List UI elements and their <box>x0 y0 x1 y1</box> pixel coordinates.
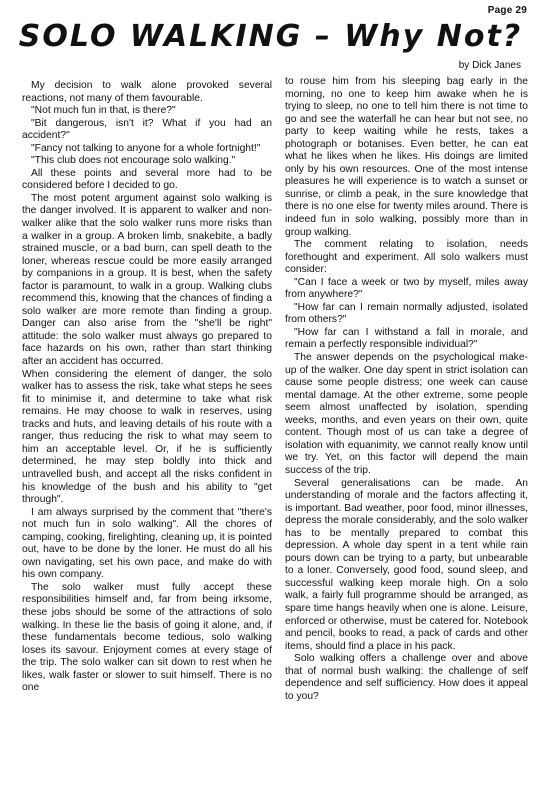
paragraph: Solo walking offers a challenge over and above that of normal bush walking: the challenge of self dependence and self sufficiency. How does it appeal to you? <box>285 653 528 702</box>
paragraph: "How far can I remain normally adjusted, isolated from others?" <box>285 301 528 326</box>
right-column <box>285 76 528 703</box>
paragraph: "How far can I withstand a fall in morale, and remain a perfectly responsible individual?" <box>285 326 528 351</box>
paragraph: "Fancy not talking to anyone for a whole fortnight!" <box>31 142 261 154</box>
paragraph: Several generalisations can be made. An understanding of morale and the factors affecting it, is important. Bad weather, poor food, minor illnesses, depress the morale considerably, and the solo walker has to be mentally prepared to combat this depression. A whole day spent in a tent while rain pours down can be trying to a party, but unbearable to a loner. Conversely, good food, sound sleep, and successful walking keep morale high. On a solo walk, a fairly full programme should be arranged, as spare time hangs heavily when one is alone. Leisure, enforced or otherwise, must be catered for. Notebook and pencil, books to read, a pack of cards and other items, should find a place in his pack. <box>285 477 528 652</box>
left-column <box>22 80 272 695</box>
paragraph: I am always surprised by the comment that "there's not much fun in solo walking". All the chores of camping, cooking, firelighting, cleaning up, it is pointed out, have to be done by the loner. He must do all his own navigating, set his own pace, and make do with his own company. <box>22 506 272 581</box>
paragraph: The comment relating to isolation, needs forethought and experiment. All solo walkers must consider: <box>285 239 528 276</box>
article-byline: by Dick Janes <box>458 60 521 71</box>
article-title: SOLO WALKING – Why Not? <box>18 19 523 54</box>
paragraph: The solo walker must fully accept these responsibilities himself and, far from being irksome, these jobs should be some of the attractions of solo walking. In these lie the basis of going it alone, and, if these fundamentals become tedious, solo walking loses its savour. Enjoyment comes at every stage of the trip. The solo walker can sit down to rest when he likes, walk faster or slower to suit himself. There is no one <box>22 581 272 694</box>
paragraph: "Not much fun in that, is there?" <box>31 105 176 117</box>
paragraph: All these points and several more had to be considered before I decided to go. <box>22 167 272 192</box>
paragraph: The answer depends on the psychological make-up of the walker. One day spent in strict isolation can cause some people distress; one week can cause mental damage. At the other extreme, some people seem almost unaffected by isolation, spending weeks, months, and even years on their own, quite content. Though most of us can take a degree of isolation with equanimity, we cannot really know until we try. Yet, on this factor will depend the main success of the trip. <box>285 352 528 476</box>
paragraph: "This club does not encourage solo walking." <box>31 155 236 167</box>
page-number: Page 29 <box>487 5 527 16</box>
paragraph: The most potent argument against solo walking is the danger involved. It is apparent to walker and non-walker alike that the solo walker runs more risks than a walker in a group. A broken limb, snakebite, a badly strained muscle, or a bad burn, can spell death to the loner, whereas rescue could be more easily arranged by companions in a group. It is best, when the safety factor is paramount, to walk in a group. Walking clubs recommend this, knowing that the chances of finding a solo walker are more remote than finding a group. Danger can also arise from the "she'll be right" attitude: the solo walker must always go prepared to face hazards on his own, rather than start thinking after an accident has occurred. <box>22 192 272 368</box>
paragraph: to rouse him from his sleeping bag early in the morning, no one to keep him awake when he is trying to sleep, no one to tell him there is not time to go and see the waterfall he can hear but not see, no party to keep waiting while he rests, takes a photograph or botanises. Even better, he can eat what he likes when he likes. His doings are limited only by his own resources. One of the most intense pleasures he will experience is to watch a sunset or sunrise, or climb a peak, in the sure knowledge that there is no one else for twenty miles around. There is indeed fun in solo walking, possibly more than in group walking. <box>285 76 528 238</box>
paragraph: My decision to walk alone provoked several reactions, not many of them favourable. <box>22 80 272 104</box>
paragraph: When considering the element of danger, the solo walker has to assess the risk, take what steps he sees fit to minimise it, and determine to take what risk remains. He may choose to walk in reserves, using tracks and huts, and leaving details of his route with a ranger, thus reducing the risk to what may seem to him an acceptable level. Or, if he is sufficiently determined, he may step boldly into thick and untravelled bush, and accept all the risks confident in his knowledge of the bush and his ability to "get through". <box>22 368 272 506</box>
paragraph: "Bit dangerous, isn't it? What if you had an accident?" <box>22 117 272 142</box>
paragraph: "Can I face a week or two by myself, miles away from anywhere?" <box>285 276 528 301</box>
